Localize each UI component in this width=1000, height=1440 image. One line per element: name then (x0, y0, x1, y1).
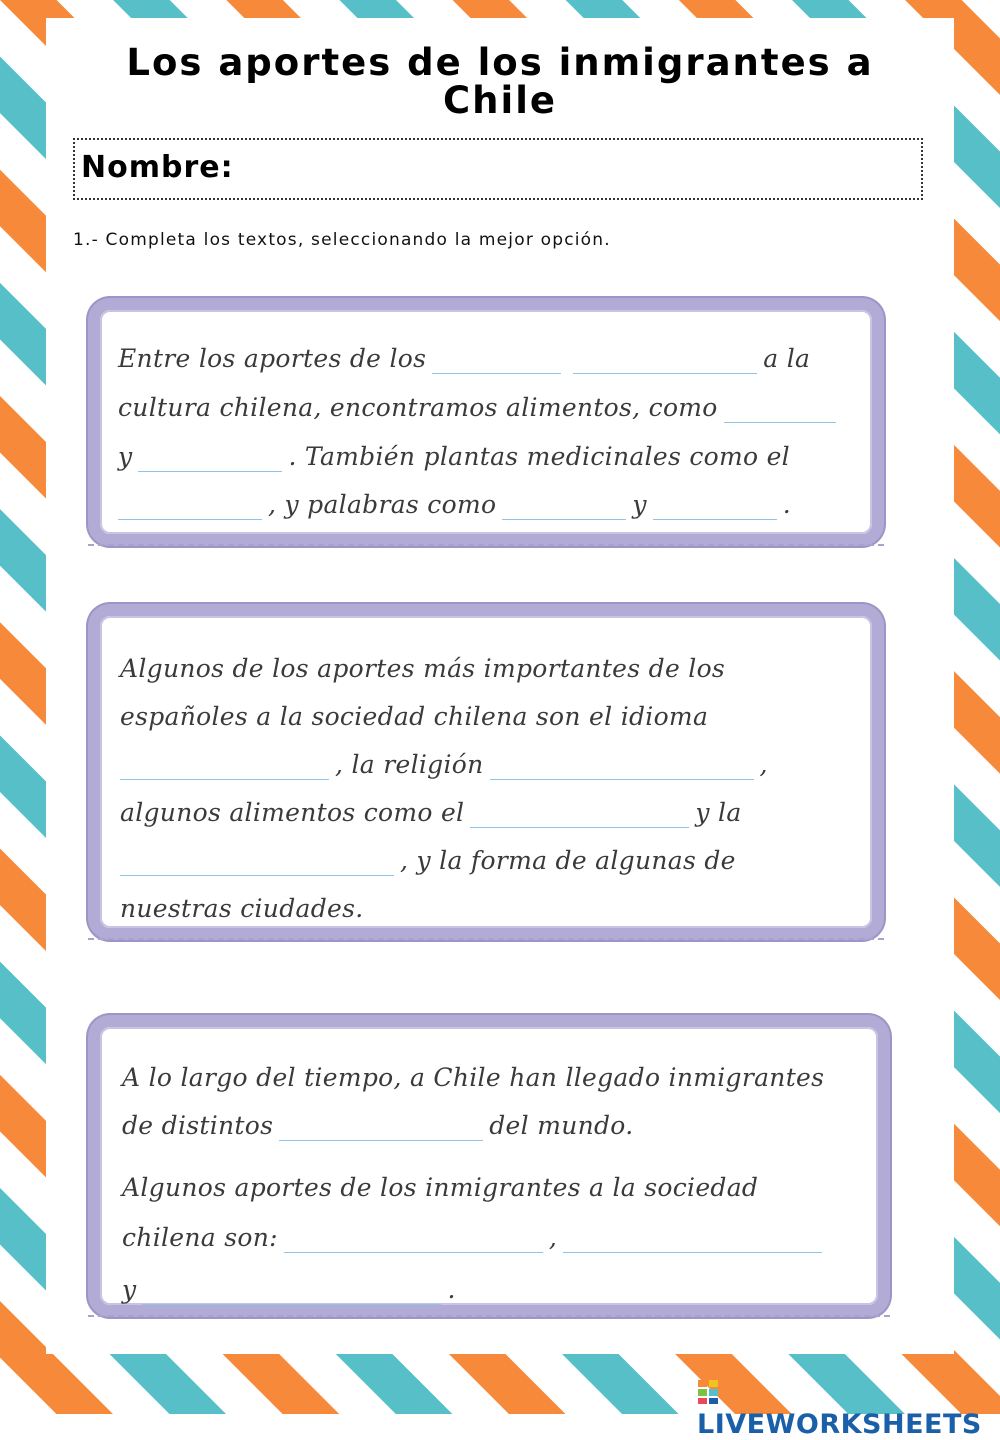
liveworksheets-logo-icon (697, 1379, 719, 1405)
text-segment: del mundo. (489, 1111, 634, 1140)
text-segment: , la religión (335, 750, 484, 779)
exercise-card-3 (88, 1015, 890, 1317)
text-segment: cultura chilena, encontramos alimentos, como (118, 393, 718, 422)
exercise-card-1 (88, 298, 884, 546)
text-segment: , y palabras como (268, 490, 497, 519)
page-title: Los aportes de los inmigrantes a Chile (126, 41, 874, 122)
card-line (120, 750, 768, 780)
card-line (120, 654, 725, 683)
card-line (118, 344, 810, 374)
blank-input[interactable] (284, 1226, 543, 1253)
blank-input[interactable] (573, 347, 757, 374)
card-line (122, 1223, 828, 1253)
card-line (122, 1063, 824, 1092)
text-segment: chilena son: (122, 1223, 278, 1252)
blank-input[interactable] (490, 753, 754, 780)
card-line (120, 702, 708, 731)
instruction-text: 1.- Completa los textos, seleccionando la mejor opción. (73, 230, 611, 250)
text-segment: españoles a la sociedad chilena son el idioma (120, 702, 709, 731)
blank-input[interactable] (563, 1226, 822, 1253)
blank-input[interactable] (724, 396, 836, 423)
text-segment: nuestras ciudades. (120, 894, 364, 923)
exercise-card-2 (88, 604, 884, 940)
text-segment: Algunos aportes de los inmigrantes a la sociedad (122, 1173, 759, 1202)
liveworksheets-logo (697, 1378, 1000, 1440)
name-input[interactable] (245, 148, 919, 192)
text-segment: y (122, 1275, 137, 1304)
text-segment: y (118, 442, 133, 471)
blank-input[interactable] (502, 493, 626, 520)
text-segment: algunos alimentos como el (120, 798, 465, 827)
name-field-box (73, 138, 923, 200)
text-segment: y (632, 490, 647, 519)
text-segment: . (782, 490, 792, 519)
card-line (120, 798, 742, 828)
card-line (120, 894, 364, 923)
card-line (118, 490, 791, 520)
card-line (118, 442, 790, 472)
name-label: Nombre: (81, 150, 234, 185)
blank-input[interactable] (138, 445, 282, 472)
blank-input[interactable] (118, 493, 262, 520)
text-segment: a la (763, 344, 811, 373)
text-segment: A lo largo del tiempo, a Chile han llegado inmigrantes (122, 1063, 825, 1092)
blank-input[interactable] (279, 1114, 483, 1141)
text-segment: Entre los aportes de los (118, 344, 427, 373)
blank-input[interactable] (470, 801, 689, 828)
card-line (120, 846, 736, 876)
logo-text: LIVEWORKSHEETS (697, 1409, 982, 1440)
text-segment: , y la forma de algunas de (400, 846, 736, 875)
card-line (122, 1173, 758, 1202)
text-segment: , (759, 750, 768, 779)
text-segment: y la (695, 798, 742, 827)
blank-input[interactable] (653, 493, 777, 520)
text-segment: . También plantas medicinales como el (288, 442, 790, 471)
blank-input[interactable] (142, 1278, 441, 1305)
text-segment: Algunos de los aportes más importantes de los (120, 654, 726, 683)
text-segment: de distintos (122, 1111, 274, 1140)
card-line (118, 393, 842, 423)
card-line (122, 1111, 633, 1141)
text-segment: . (447, 1275, 456, 1304)
blank-input[interactable] (120, 849, 394, 876)
text-segment: , (548, 1223, 558, 1252)
card-line (122, 1275, 456, 1305)
blank-input[interactable] (432, 347, 561, 374)
blank-input[interactable] (120, 753, 329, 780)
